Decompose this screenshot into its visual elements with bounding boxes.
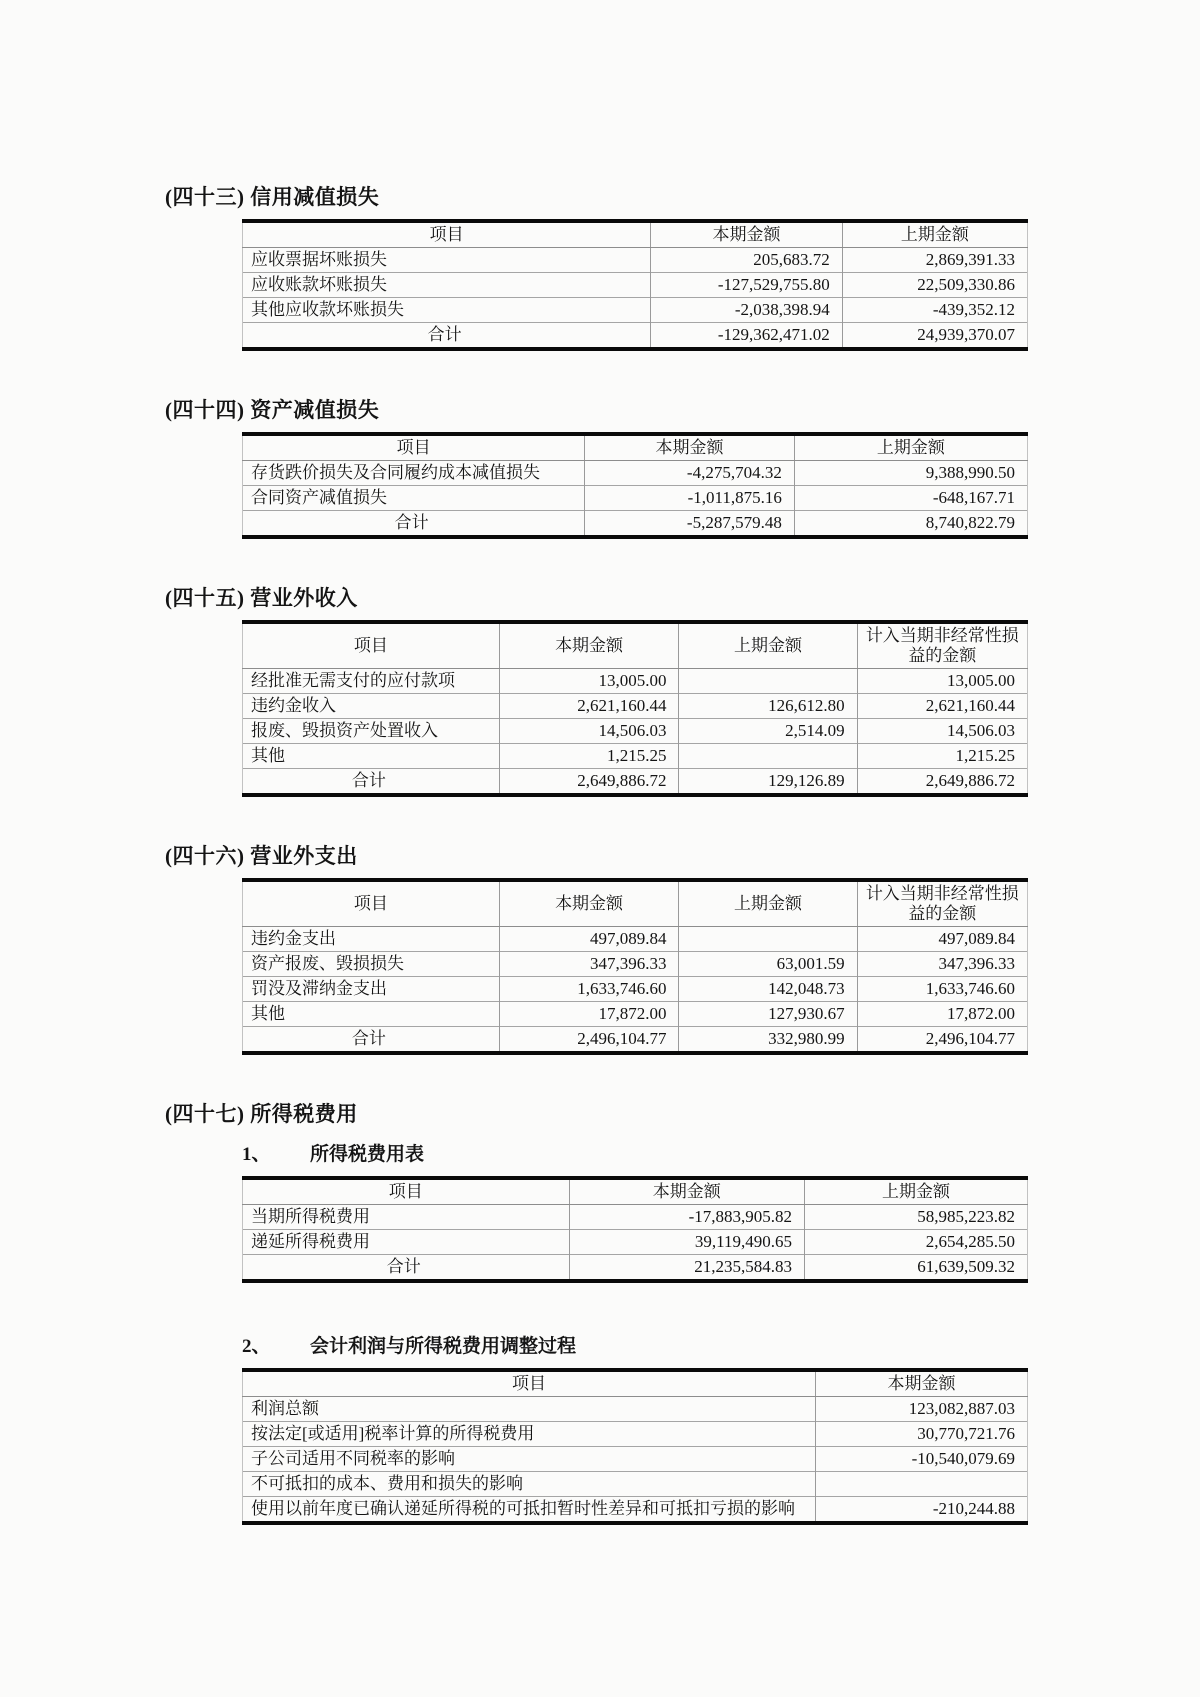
- amount-cell: 347,396.33: [499, 952, 679, 977]
- subsection-heading-income-tax-table: [242, 1143, 1031, 1167]
- amount-cell: 2,621,160.44: [499, 694, 679, 719]
- amount-cell: -4,275,704.32: [585, 461, 795, 486]
- amount-cell: -127,529,755.80: [651, 273, 843, 298]
- table-row: [243, 298, 1028, 323]
- amount-cell: [679, 669, 857, 694]
- amount-cell: 9,388,990.50: [794, 461, 1027, 486]
- non-operating-income-table: [242, 620, 1028, 797]
- item-label-cell: 资产报废、毁损损失: [243, 952, 500, 977]
- amount-cell: 332,980.99: [679, 1027, 857, 1054]
- section-heading-45: (四十五) 营业外收入: [165, 586, 358, 610]
- table-row: [243, 669, 1028, 694]
- column-header: 项目: [243, 622, 500, 669]
- column-header: 本期金额: [816, 1370, 1028, 1397]
- amount-cell: 2,621,160.44: [857, 694, 1027, 719]
- item-label-cell: 经批准无需支付的应付款项: [243, 669, 500, 694]
- table-row: [243, 927, 1028, 952]
- amount-cell: 21,235,584.83: [569, 1255, 805, 1282]
- item-label-cell: 存货跌价损失及合同履约成本减值损失: [243, 461, 585, 486]
- subsection-heading-tax-reconciliation: [242, 1335, 1031, 1359]
- subsection-title: 所得税费用表: [310, 1144, 425, 1165]
- table-row: [243, 1230, 1028, 1255]
- amount-cell: 14,506.03: [499, 719, 679, 744]
- table-header-row: [243, 880, 1028, 927]
- table-row: [243, 694, 1028, 719]
- amount-cell: 205,683.72: [651, 248, 843, 273]
- amount-cell: 142,048.73: [679, 977, 857, 1002]
- amount-cell: 2,496,104.77: [857, 1027, 1027, 1054]
- total-row: [243, 1255, 1028, 1282]
- income-tax-expense-table: [242, 1176, 1028, 1283]
- amount-cell: 2,496,104.77: [499, 1027, 679, 1054]
- credit-impairment-loss-table: [242, 219, 1028, 351]
- column-header: 本期金额: [585, 434, 795, 461]
- amount-cell: 24,939,370.07: [842, 323, 1027, 350]
- item-label-cell: 按法定[或适用]税率计算的所得税费用: [243, 1422, 816, 1447]
- item-label-cell: 当期所得税费用: [243, 1205, 570, 1230]
- amount-cell: -129,362,471.02: [651, 323, 843, 350]
- item-label-cell: 使用以前年度已确认递延所得税的可抵扣暂时性差异和可抵扣亏损的影响: [243, 1497, 816, 1524]
- item-label-cell: 其他: [243, 1002, 500, 1027]
- amount-cell: 13,005.00: [499, 669, 679, 694]
- column-header: 本期金额: [499, 880, 679, 927]
- amount-cell: -439,352.12: [842, 298, 1027, 323]
- total-row: [243, 323, 1028, 350]
- table-row: [243, 1397, 1028, 1422]
- table-row: [243, 248, 1028, 273]
- amount-cell: -1,011,875.16: [585, 486, 795, 511]
- report-content: [165, 184, 1031, 1525]
- item-label-cell: 合计: [243, 323, 651, 350]
- item-label-cell: 违约金收入: [243, 694, 500, 719]
- column-header: 项目: [243, 880, 500, 927]
- column-header: 项目: [243, 434, 585, 461]
- table-header-row: [243, 434, 1028, 461]
- amount-cell: 17,872.00: [499, 1002, 679, 1027]
- item-label-cell: 违约金支出: [243, 927, 500, 952]
- non-operating-expense-table: [242, 878, 1028, 1055]
- amount-cell: 2,649,886.72: [499, 769, 679, 796]
- amount-cell: 14,506.03: [857, 719, 1027, 744]
- amount-cell: 347,396.33: [857, 952, 1027, 977]
- item-label-cell: 报废、毁损资产处置收入: [243, 719, 500, 744]
- amount-cell: -648,167.71: [794, 486, 1027, 511]
- amount-cell: 1,215.25: [499, 744, 679, 769]
- amount-cell: -210,244.88: [816, 1497, 1028, 1524]
- amount-cell: 1,633,746.60: [857, 977, 1027, 1002]
- tax-reconciliation-table: [242, 1368, 1028, 1525]
- table-header-row: [243, 221, 1028, 248]
- table-row: [243, 952, 1028, 977]
- amount-cell: 58,985,223.82: [805, 1205, 1028, 1230]
- table-row: [243, 1497, 1028, 1524]
- column-header: 本期金额: [569, 1178, 805, 1205]
- amount-cell: 30,770,721.76: [816, 1422, 1028, 1447]
- amount-cell: 39,119,490.65: [569, 1230, 805, 1255]
- table-row: [243, 1002, 1028, 1027]
- column-header: 上期金额: [805, 1178, 1028, 1205]
- table-row: [243, 977, 1028, 1002]
- item-label-cell: 递延所得税费用: [243, 1230, 570, 1255]
- column-header: 本期金额: [499, 622, 679, 669]
- amount-cell: 63,001.59: [679, 952, 857, 977]
- item-label-cell: 合计: [243, 769, 500, 796]
- item-label-cell: 利润总额: [243, 1397, 816, 1422]
- amount-cell: 2,654,285.50: [805, 1230, 1028, 1255]
- asset-impairment-loss-table: [242, 432, 1028, 539]
- amount-cell: 127,930.67: [679, 1002, 857, 1027]
- amount-cell: -2,038,398.94: [651, 298, 843, 323]
- section-heading-46: (四十六) 营业外支出: [165, 844, 358, 868]
- column-header: 上期金额: [679, 622, 857, 669]
- total-row: [243, 769, 1028, 796]
- subsection-number: 2、: [242, 1336, 271, 1357]
- table-header-row: [243, 622, 1028, 669]
- table-header-row: [243, 1370, 1028, 1397]
- table-row: [243, 1472, 1028, 1497]
- table-row: [243, 461, 1028, 486]
- amount-cell: 1,215.25: [857, 744, 1027, 769]
- item-label-cell: 其他应收款坏账损失: [243, 298, 651, 323]
- amount-cell: 1,633,746.60: [499, 977, 679, 1002]
- column-header: 上期金额: [842, 221, 1027, 248]
- column-header: 上期金额: [679, 880, 857, 927]
- amount-cell: 8,740,822.79: [794, 511, 1027, 538]
- table-header-row: [243, 1178, 1028, 1205]
- table-row: [243, 719, 1028, 744]
- amount-cell: 2,514.09: [679, 719, 857, 744]
- column-header: 计入当期非经常性损益的金额: [857, 880, 1027, 927]
- column-header: 项目: [243, 1178, 570, 1205]
- amount-cell: -10,540,079.69: [816, 1447, 1028, 1472]
- table-row: [243, 486, 1028, 511]
- table-row: [243, 1447, 1028, 1472]
- item-label-cell: 罚没及滞纳金支出: [243, 977, 500, 1002]
- amount-cell: [679, 927, 857, 952]
- table-row: [243, 1205, 1028, 1230]
- table-row: [243, 1422, 1028, 1447]
- amount-cell: 497,089.84: [857, 927, 1027, 952]
- amount-cell: 13,005.00: [857, 669, 1027, 694]
- section-heading-47: (四十七) 所得税费用: [165, 1102, 358, 1126]
- subsection-title: 会计利润与所得税费用调整过程: [310, 1336, 577, 1357]
- total-row: [243, 511, 1028, 538]
- amount-cell: [816, 1472, 1028, 1497]
- section-heading-44: (四十四) 资产减值损失: [165, 398, 380, 422]
- amount-cell: 129,126.89: [679, 769, 857, 796]
- amount-cell: 61,639,509.32: [805, 1255, 1028, 1282]
- column-header: 计入当期非经常性损益的金额: [857, 622, 1027, 669]
- amount-cell: 2,869,391.33: [842, 248, 1027, 273]
- amount-cell: -5,287,579.48: [585, 511, 795, 538]
- amount-cell: 126,612.80: [679, 694, 857, 719]
- item-label-cell: 合计: [243, 1255, 570, 1282]
- amount-cell: -17,883,905.82: [569, 1205, 805, 1230]
- column-header: 本期金额: [651, 221, 843, 248]
- item-label-cell: 合计: [243, 511, 585, 538]
- column-header: 项目: [243, 1370, 816, 1397]
- item-label-cell: 子公司适用不同税率的影响: [243, 1447, 816, 1472]
- item-label-cell: 应收账款坏账损失: [243, 273, 651, 298]
- amount-cell: [679, 744, 857, 769]
- amount-cell: 497,089.84: [499, 927, 679, 952]
- item-label-cell: 不可抵扣的成本、费用和损失的影响: [243, 1472, 816, 1497]
- amount-cell: 2,649,886.72: [857, 769, 1027, 796]
- column-header: 上期金额: [794, 434, 1027, 461]
- table-row: [243, 744, 1028, 769]
- amount-cell: 22,509,330.86: [842, 273, 1027, 298]
- amount-cell: 17,872.00: [857, 1002, 1027, 1027]
- item-label-cell: 其他: [243, 744, 500, 769]
- table-row: [243, 273, 1028, 298]
- subsection-number: 1、: [242, 1144, 271, 1165]
- item-label-cell: 应收票据坏账损失: [243, 248, 651, 273]
- item-label-cell: 合同资产减值损失: [243, 486, 585, 511]
- total-row: [243, 1027, 1028, 1054]
- column-header: 项目: [243, 221, 651, 248]
- amount-cell: 123,082,887.03: [816, 1397, 1028, 1422]
- section-heading-43: (四十三) 信用减值损失: [165, 185, 380, 209]
- item-label-cell: 合计: [243, 1027, 500, 1054]
